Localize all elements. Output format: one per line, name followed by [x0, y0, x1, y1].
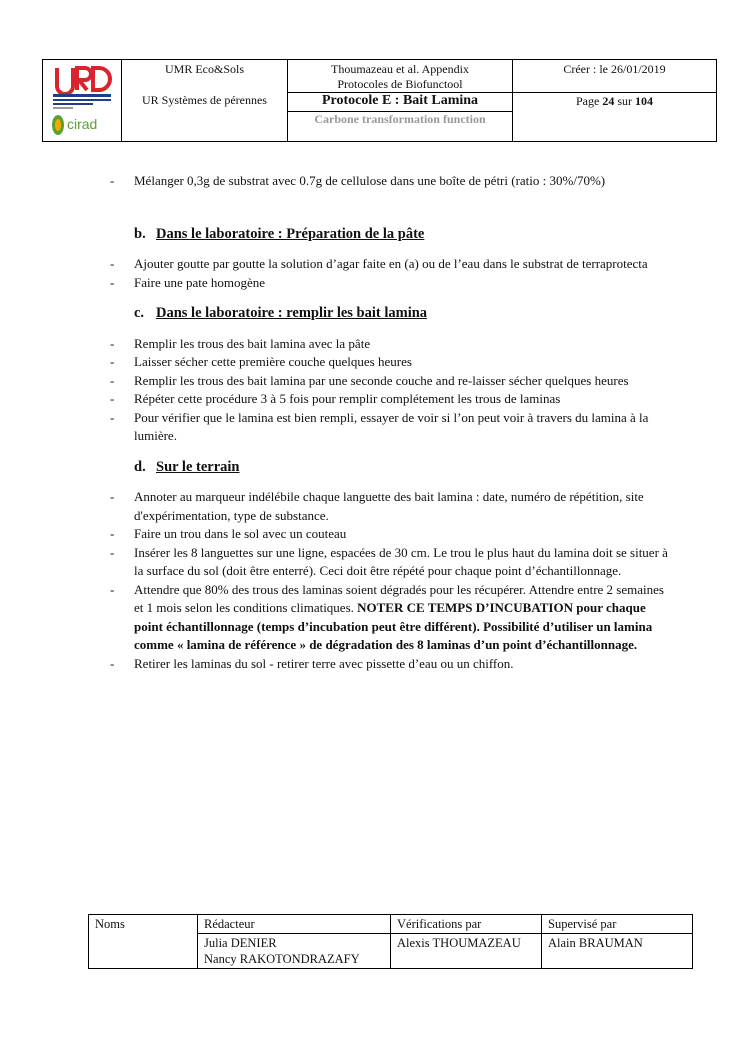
cirad-logo-text: cirad	[67, 116, 98, 132]
item-text: Remplir les trous des bait lamina avec la pâte	[134, 335, 371, 351]
dash: -	[110, 173, 115, 188]
verif-name-cell	[391, 934, 542, 969]
verif-label-cell	[391, 915, 542, 934]
list-item	[110, 409, 670, 446]
list-item	[110, 488, 670, 525]
item-text: Répéter cette procédure 3 à 5 fois pour remplir complétement les trous de laminas	[134, 391, 561, 406]
section-number: c.	[134, 305, 145, 321]
section-d-heading	[110, 458, 670, 477]
item-text: Remplir les trous des bait lamina par une seconde couche and re-laisser sécher quelques heures	[134, 372, 629, 388]
list-item	[110, 390, 670, 409]
ref-cell	[288, 60, 513, 93]
header-table	[42, 59, 717, 142]
item-text: Faire un trou dans le sol avec un couteau	[134, 526, 347, 541]
ref-line1: Thoumazeau et al. Appendix	[331, 62, 469, 76]
superv-name: Alain BRAUMAN	[548, 936, 643, 950]
ird-logo-icon	[51, 64, 113, 110]
section-title: Dans le laboratoire : Préparation de la pâte	[156, 225, 425, 242]
dash: -	[110, 544, 115, 560]
unit1: UMR Eco&Sols	[164, 62, 244, 76]
item-text: Ajouter goutte par goutte la solution d’agar faite en (a) ou de l’eau dans le substrat de terraprotecta	[134, 256, 648, 271]
unit2-cell	[122, 93, 288, 142]
section-number: d.	[134, 458, 146, 475]
created-cell	[513, 60, 717, 93]
document-body	[110, 172, 670, 673]
page-number: 24	[602, 94, 615, 108]
item-text: Mélanger 0,3g de substrat avec 0.7g de cellulose dans une boîte de pétri (ratio : 30%/70%)	[134, 173, 606, 188]
subtitle-cell	[288, 112, 513, 142]
dash: -	[110, 526, 115, 541]
item-text: Retirer les laminas du sol - retirer terre avec pissette d’eau ou un chiffon.	[134, 655, 514, 671]
page-prefix: Page	[576, 94, 603, 108]
unit1-cell	[122, 60, 288, 93]
unit2: UR Systèmes de pérennes	[142, 92, 267, 107]
list-item	[110, 274, 670, 293]
dash: -	[110, 489, 115, 504]
list-item	[110, 655, 670, 674]
created-date: Créer : le 26/01/2019	[563, 62, 666, 76]
superv-label: Supervisé par	[548, 917, 617, 931]
superv-name-cell	[542, 934, 693, 969]
section-number: b.	[134, 225, 146, 242]
ref-line2: Protocoles de Biofunctool	[337, 77, 463, 91]
dash: -	[110, 256, 115, 271]
list-item	[110, 525, 670, 544]
item-text: Faire une pate homogène	[134, 274, 266, 290]
dash: -	[110, 391, 115, 406]
page-mid: sur	[614, 94, 635, 108]
list-item	[110, 372, 670, 391]
page-cell	[513, 93, 717, 142]
dash: -	[110, 372, 115, 388]
list-item	[110, 172, 670, 191]
item-text: Pour vérifier que le lamina est bien rempli, essayer de voir si l’on peut voir à travers du lamina à la lumière.	[134, 409, 649, 443]
protocol-subtitle: Carbone transformation function	[314, 112, 486, 126]
section-title: Sur le terrain	[156, 458, 240, 475]
signature-table	[88, 914, 693, 969]
protocol-title: Protocole E : Bait Lamina	[321, 93, 479, 108]
logo-cell	[43, 60, 122, 142]
dash: -	[110, 409, 115, 425]
item-text: Attendre que 80% des trous des laminas soient dégradés pour les récupérer. Attendre entre 2 semaines et 1 mois selon les conditions climatiques.	[134, 581, 664, 615]
noms-label: Noms	[95, 917, 125, 931]
item-text: Laisser sécher cette première couche quelques heures	[134, 354, 412, 369]
list-item	[110, 335, 670, 354]
title-cell	[288, 93, 513, 112]
redacteur-label: Rédacteur	[204, 917, 255, 931]
section-title: Dans le laboratoire : remplir les bait lamina	[156, 305, 428, 321]
redacteur-name-1: Julia DENIER	[204, 936, 277, 950]
list-item	[110, 544, 670, 581]
verif-label: Vérifications par	[397, 917, 482, 931]
dash: -	[110, 581, 115, 597]
superv-label-cell	[542, 915, 693, 934]
dash: -	[110, 655, 115, 671]
list-item	[110, 581, 670, 655]
list-item	[110, 255, 670, 274]
redacteur-name-2: Nancy RAKOTONDRAZAFY	[204, 952, 360, 966]
section-c-heading	[110, 304, 670, 323]
section-b-heading	[110, 225, 670, 244]
item-text: Annoter au marqueur indélébile chaque languette des bait lamina : date, numéro de répétition, site d'expérimentation, type de substance.	[134, 489, 644, 523]
redacteur-names-cell	[198, 934, 391, 969]
item-text-bold: NOTER CE TEMPS D’INCUBATION pour chaque point échantillonnage (temps d’incubation peut être différent). Possibilité d’utiliser un lamina comme « lamina de référence » de dégradation des 8 laminas d’un point d’échantillonnage.	[134, 600, 653, 652]
dash: -	[110, 335, 115, 351]
page-total: 104	[635, 94, 653, 108]
dash: -	[110, 354, 115, 369]
item-text: Insérer les 8 languettes sur une ligne, espacées de 30 cm. Le trou le plus haut du lamina doit se situer à la surface du sol (doit être enterré). Ceci doit être répété pour chaque point d’échantillonnage.	[134, 544, 668, 578]
noms-cell	[89, 915, 198, 969]
dash: -	[110, 274, 115, 290]
redacteur-label-cell	[198, 915, 391, 934]
list-item	[110, 353, 670, 372]
cirad-logo-icon	[49, 112, 115, 138]
page-indicator	[513, 93, 716, 109]
verif-name: Alexis THOUMAZEAU	[397, 936, 521, 950]
